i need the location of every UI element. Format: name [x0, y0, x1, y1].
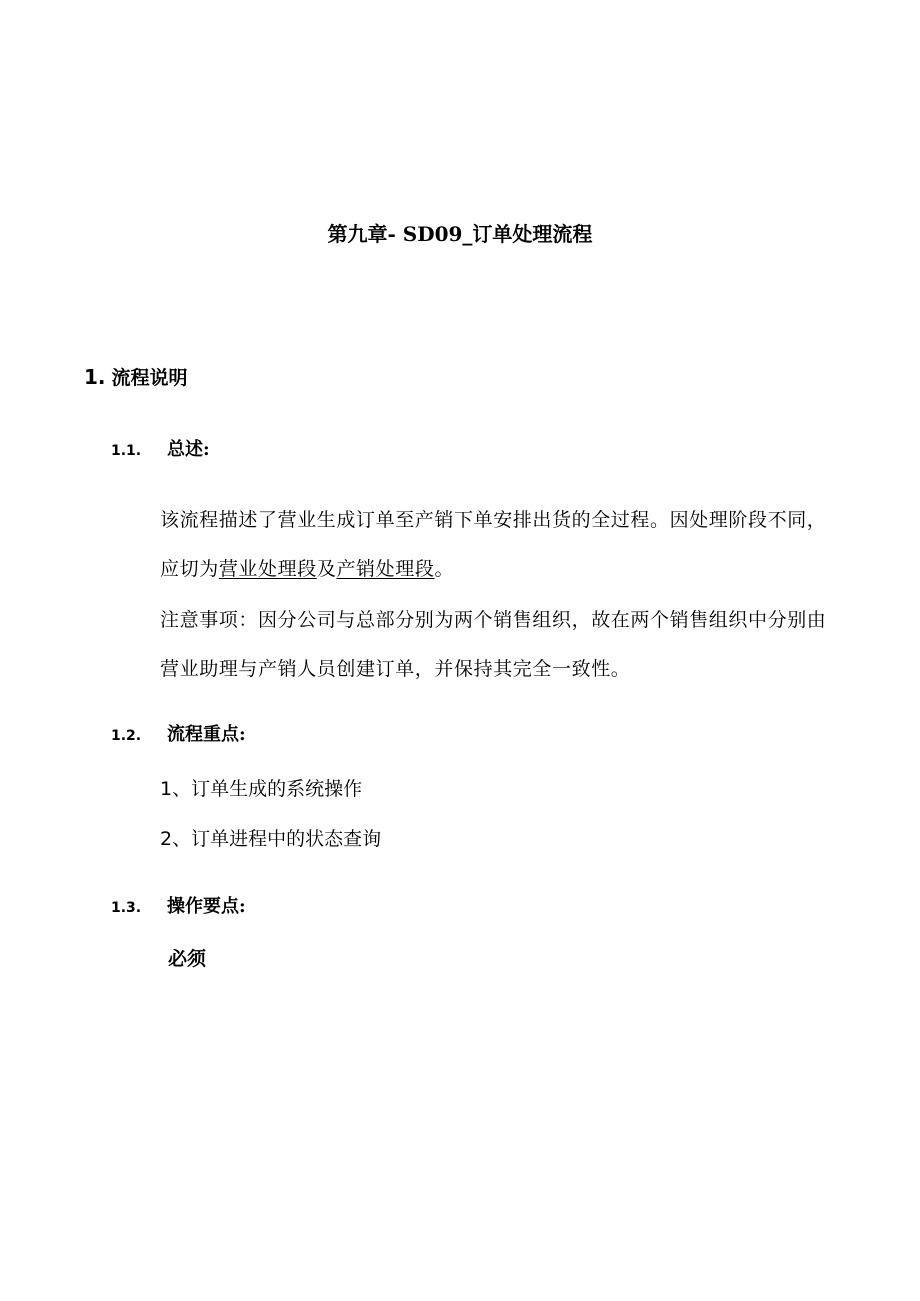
subsection-number: 1.1. — [111, 443, 142, 459]
sales-stage-term: 营业处理段 — [218, 558, 317, 580]
chapter-title: 第九章- SD09_订单处理流程 — [327, 222, 593, 246]
subsection-heading-1-1 — [111, 436, 210, 465]
subsection-heading-1-2 — [111, 721, 246, 750]
overview-text: 该流程描述了营业生成订单至产销下单安排出货的全过程。因处理阶段不同，应切为 — [160, 509, 827, 580]
overview-conjunction: 及 — [316, 558, 337, 580]
list-item — [160, 774, 362, 804]
list-item-text: 、订单生成的系统操作 — [172, 778, 363, 800]
list-item-index: 1 — [160, 778, 173, 800]
subsection-title: 流程重点: — [167, 724, 246, 745]
notice-paragraph: 注意事项：因分公司与总部分别为两个销售组织，故在两个销售组织中分别由营业助理与产销人员创建订单，并保持其完全一致性。 — [160, 609, 827, 680]
overview-paragraph — [160, 496, 840, 594]
subsection-title: 总述: — [167, 439, 210, 460]
list-item-text: 、订单进程中的状态查询 — [172, 828, 382, 850]
subsection-title: 操作要点: — [167, 896, 246, 917]
overview-period: 。 — [434, 558, 455, 580]
list-item-index: 2 — [160, 828, 173, 850]
production-stage-term: 产销处理段 — [336, 558, 435, 580]
section-number: 1. — [84, 365, 106, 389]
subsection-number: 1.2. — [111, 728, 142, 744]
section-title: 流程说明 — [111, 367, 188, 389]
subsection-number: 1.3. — [111, 900, 142, 916]
subsection-heading-1-3 — [111, 893, 246, 922]
section-heading-1 — [84, 362, 188, 393]
list-item — [160, 824, 381, 854]
operation-note: 必须 — [168, 948, 207, 970]
